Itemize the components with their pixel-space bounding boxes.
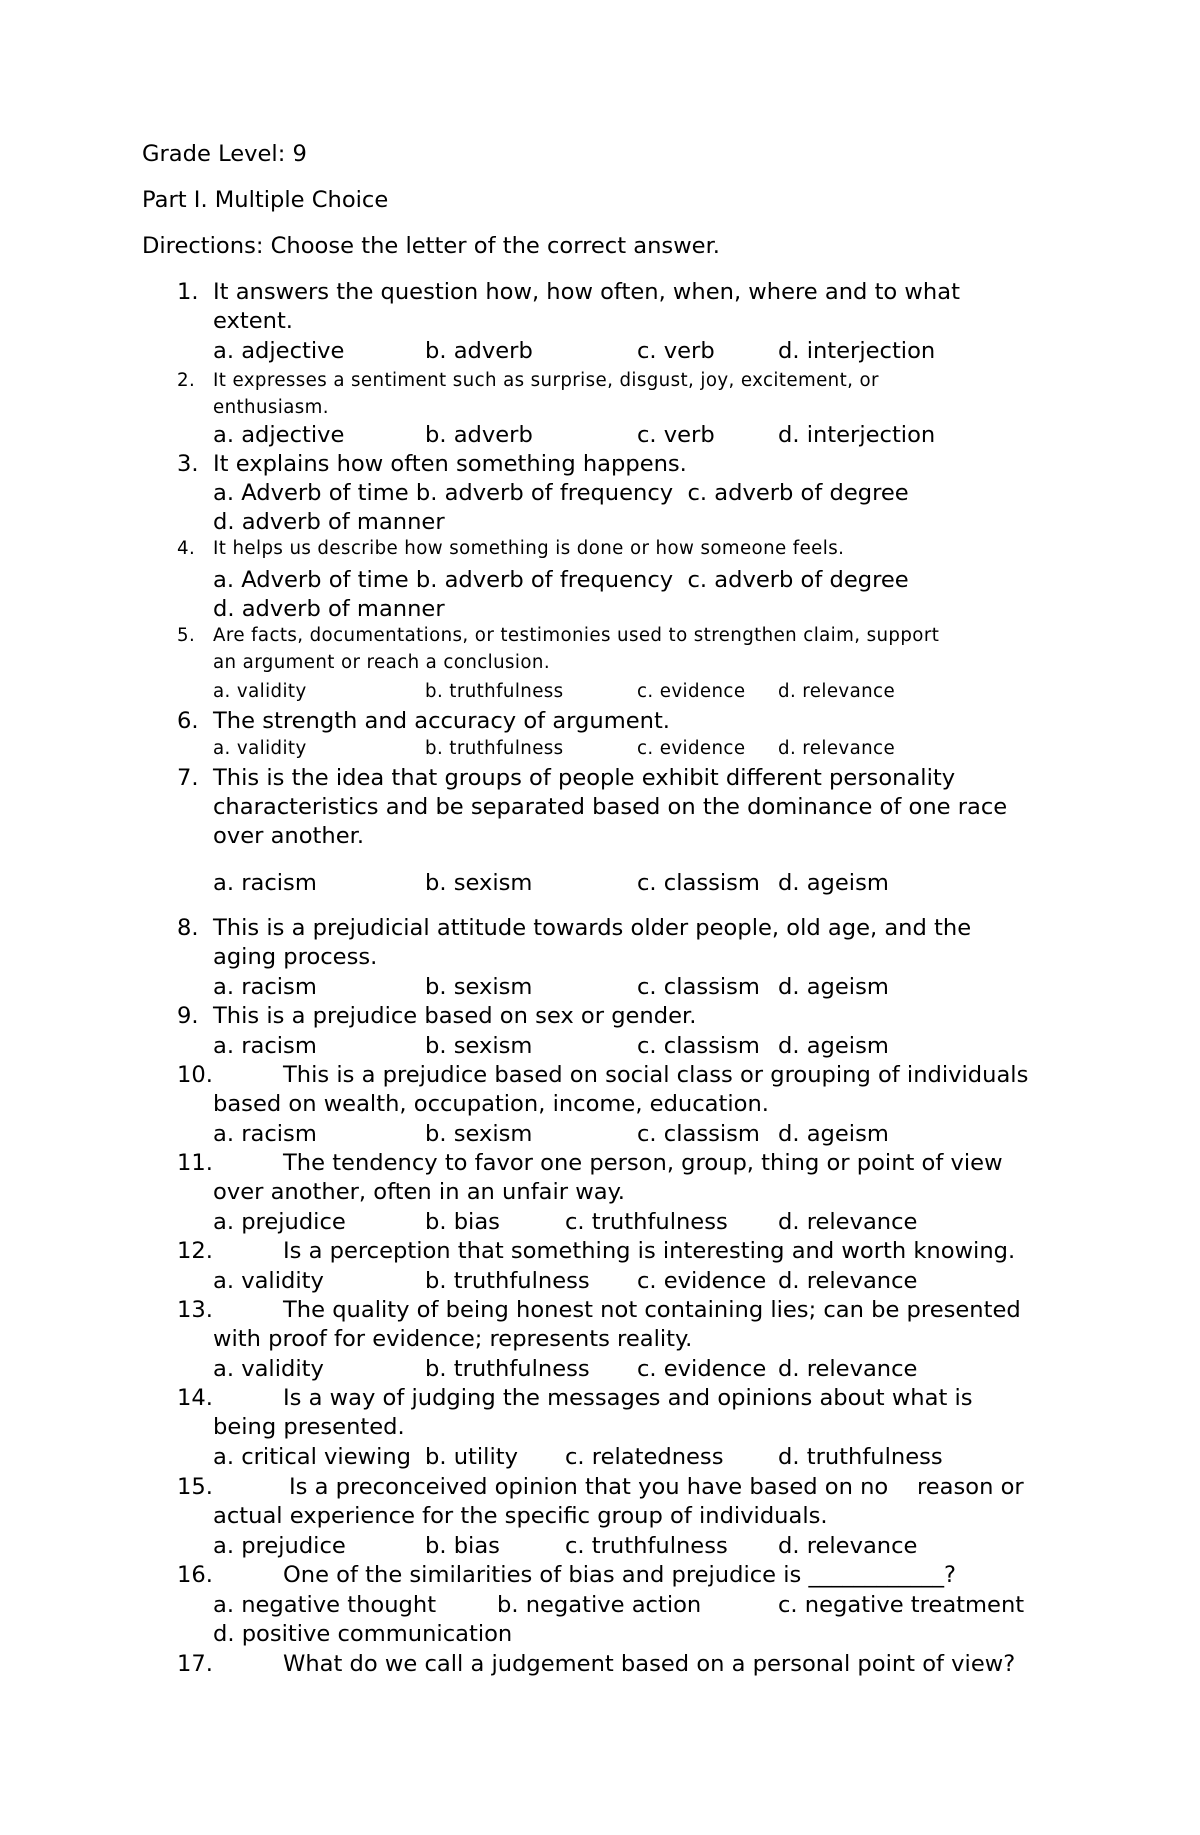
answer-option: c. classism — [637, 974, 760, 1000]
answer-option: a. validity — [213, 1356, 324, 1382]
question-text: Is a perception that something is interesting and worth knowing. — [283, 1238, 1016, 1264]
answer-option: a. racism — [213, 870, 317, 896]
question-text: This is the idea that groups of people exhibit different personality — [213, 765, 956, 791]
question-text: This is a prejudice based on social class or grouping of individuals — [283, 1062, 1029, 1088]
answer-option: b. truthfulness — [425, 681, 564, 702]
answer-option: b. truthfulness — [425, 1356, 590, 1382]
answer-option: a. Adverb of time b. adverb of frequency c. adverb of degree — [213, 480, 909, 506]
question-text: enthusiasm. — [213, 397, 329, 418]
answer-option: d. relevance — [778, 738, 896, 759]
question-text: actual experience for the specific group of individuals. — [213, 1503, 828, 1529]
directions: Directions: Choose the letter of the correct answer. — [142, 233, 720, 259]
question-text: It explains how often something happens. — [213, 451, 687, 477]
question-text: over another, often in an unfair way. — [213, 1179, 625, 1205]
answer-option: b. adverb — [425, 422, 533, 448]
answer-option: a. validity — [213, 738, 307, 759]
answer-option: c. verb — [637, 422, 715, 448]
answer-option: c. truthfulness — [565, 1209, 728, 1235]
question-number: 6. — [177, 708, 199, 734]
answer-option: c. evidence — [637, 738, 746, 759]
answer-option: d. ageism — [778, 974, 889, 1000]
answer-option: d. relevance — [778, 1356, 918, 1382]
question-text: The strength and accuracy of argument. — [213, 708, 670, 734]
answer-option: d. relevance — [778, 1209, 918, 1235]
question-text: The quality of being honest not containing lies; can be presented — [283, 1297, 1021, 1323]
answer-option: c. relatedness — [565, 1444, 724, 1470]
answer-option: d. relevance — [778, 1533, 918, 1559]
question-number: 8. — [177, 915, 199, 941]
answer-option: d. positive communication — [213, 1621, 513, 1647]
answer-option: c. classism — [637, 1033, 760, 1059]
answer-option: a. negative thought — [213, 1592, 437, 1618]
question-text: It expresses a sentiment such as surprise, disgust, joy, excitement, or — [213, 370, 879, 391]
answer-option: c. classism — [637, 1121, 760, 1147]
question-text: It helps us describe how something is done or how someone feels. — [213, 538, 845, 559]
question-text: over another. — [213, 823, 365, 849]
answer-option: b. bias — [425, 1533, 500, 1559]
answer-option: b. sexism — [425, 870, 533, 896]
question-text: This is a prejudice based on sex or gender. — [213, 1003, 697, 1029]
answer-option: b. truthfulness — [425, 738, 564, 759]
answer-option: c. verb — [637, 338, 715, 364]
answer-option: a. critical viewing — [213, 1444, 412, 1470]
question-number: 15. — [177, 1474, 213, 1500]
question-number: 16. — [177, 1562, 213, 1588]
answer-option: b. negative action — [497, 1592, 702, 1618]
part-heading: Part I. Multiple Choice — [142, 187, 389, 213]
answer-option: b. sexism — [425, 1033, 533, 1059]
answer-option: b. sexism — [425, 974, 533, 1000]
question-number: 5. — [177, 625, 196, 646]
question-text: This is a prejudicial attitude towards older people, old age, and the — [213, 915, 972, 941]
answer-option: d. interjection — [778, 422, 936, 448]
answer-option: a. adjective — [213, 422, 345, 448]
question-number: 3. — [177, 451, 199, 477]
question-number: 2. — [177, 370, 196, 391]
question-number: 4. — [177, 538, 196, 559]
answer-option: d. ageism — [778, 870, 889, 896]
answer-option: b. bias — [425, 1209, 500, 1235]
answer-option: b. sexism — [425, 1121, 533, 1147]
question-number: 1. — [177, 279, 199, 305]
question-text: What do we call a judgement based on a personal point of view? — [283, 1651, 1016, 1677]
question-text: Is a preconceived opinion that you have based on no reason or — [289, 1474, 1024, 1500]
question-text: Are facts, documentations, or testimonies used to strengthen claim, support — [213, 625, 940, 646]
question-text: based on wealth, occupation, income, education. — [213, 1091, 769, 1117]
answer-option: c. classism — [637, 870, 760, 896]
question-number: 12. — [177, 1238, 213, 1264]
answer-option: c. evidence — [637, 1268, 767, 1294]
question-text: One of the similarities of bias and prejudice is ____________? — [283, 1562, 957, 1588]
question-text: being presented. — [213, 1414, 405, 1440]
answer-option: d. interjection — [778, 338, 936, 364]
answer-option: a. prejudice — [213, 1209, 346, 1235]
answer-option: b. truthfulness — [425, 1268, 590, 1294]
answer-option: c. negative treatment — [778, 1592, 1025, 1618]
question-number: 9. — [177, 1003, 199, 1029]
answer-option: a. validity — [213, 1268, 324, 1294]
answer-option: a. racism — [213, 1121, 317, 1147]
answer-option: b. adverb — [425, 338, 533, 364]
question-text: an argument or reach a conclusion. — [213, 652, 551, 673]
answer-option: a. prejudice — [213, 1533, 346, 1559]
answer-option: a. racism — [213, 1033, 317, 1059]
answer-option: d. adverb of manner — [213, 596, 445, 622]
question-number: 13. — [177, 1297, 213, 1323]
question-number: 11. — [177, 1150, 213, 1176]
answer-option: c. evidence — [637, 1356, 767, 1382]
answer-option: d. truthfulness — [778, 1444, 943, 1470]
question-number: 10. — [177, 1062, 213, 1088]
question-text: It answers the question how, how often, when, where and to what — [213, 279, 960, 305]
answer-option: a. racism — [213, 974, 317, 1000]
question-text: Is a way of judging the messages and opinions about what is — [283, 1385, 973, 1411]
question-number: 17. — [177, 1651, 213, 1677]
answer-option: c. truthfulness — [565, 1533, 728, 1559]
answer-option: b. utility — [425, 1444, 518, 1470]
answer-option: a. validity — [213, 681, 307, 702]
question-text: with proof for evidence; represents reality. — [213, 1326, 693, 1352]
question-text: characteristics and be separated based on the dominance of one race — [213, 794, 1008, 820]
answer-option: a. Adverb of time b. adverb of frequency c. adverb of degree — [213, 567, 909, 593]
answer-option: d. adverb of manner — [213, 509, 445, 535]
question-text: The tendency to favor one person, group, thing or point of view — [283, 1150, 1003, 1176]
answer-option: c. evidence — [637, 681, 746, 702]
question-number: 7. — [177, 765, 199, 791]
answer-option: d. relevance — [778, 1268, 918, 1294]
question-text: extent. — [213, 308, 293, 334]
answer-option: a. adjective — [213, 338, 345, 364]
question-number: 14. — [177, 1385, 213, 1411]
answer-option: d. relevance — [778, 681, 896, 702]
grade-level: Grade Level: 9 — [142, 141, 307, 167]
answer-option: d. ageism — [778, 1033, 889, 1059]
question-text: aging process. — [213, 944, 378, 970]
answer-option: d. ageism — [778, 1121, 889, 1147]
